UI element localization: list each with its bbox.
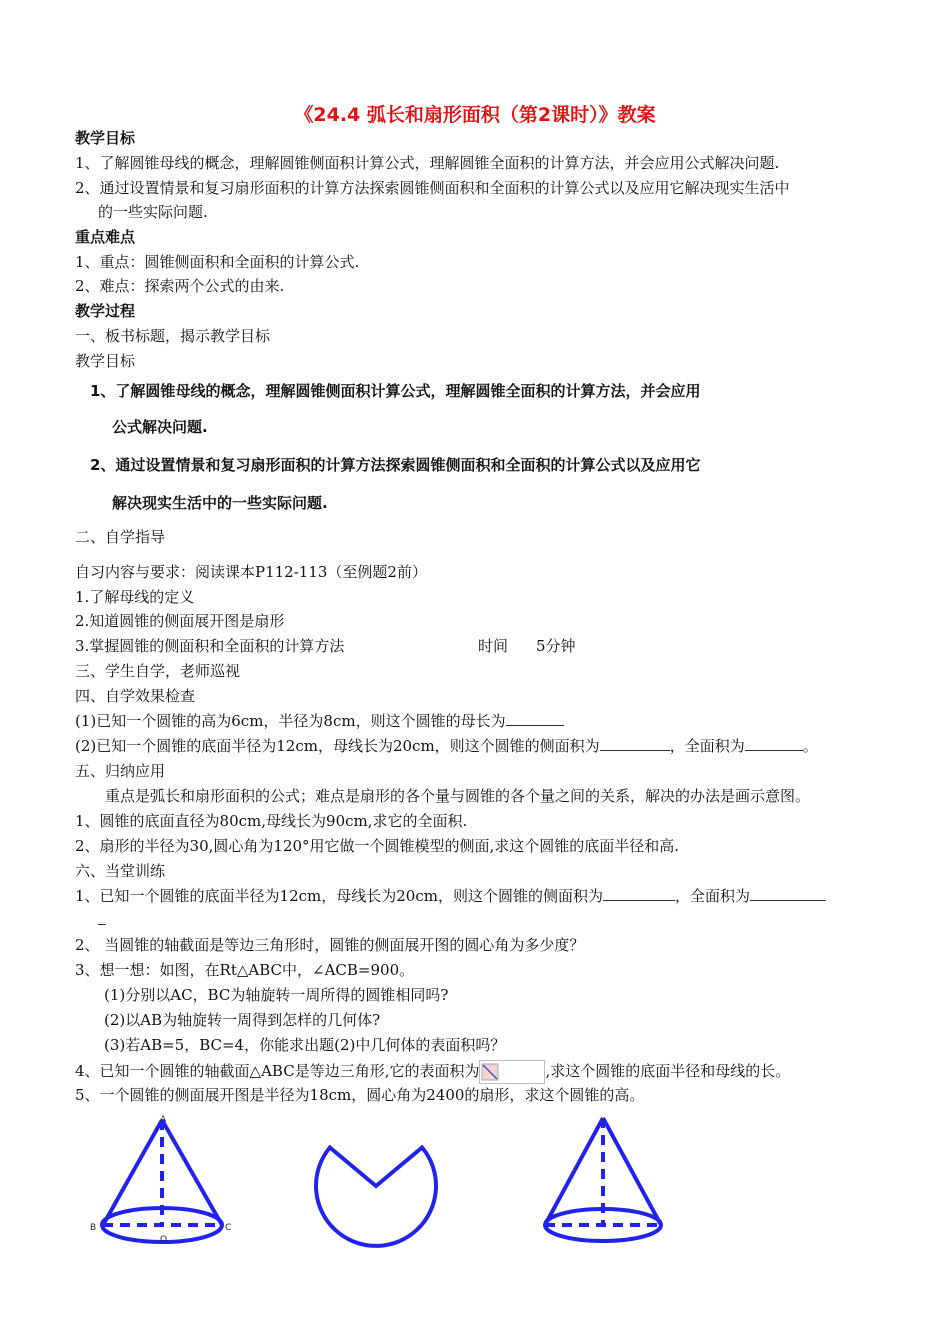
- answer-blank: [750, 886, 826, 901]
- answer-blank-continuation: [98, 912, 106, 925]
- cone-figures: [0, 1110, 950, 1260]
- answer-blank: [600, 736, 670, 751]
- time-value: 5分钟: [536, 637, 576, 655]
- sector-figure: [316, 1148, 436, 1246]
- answer-blank: [745, 736, 803, 751]
- check-question-1: [75, 711, 564, 731]
- check-question-2-end: 。: [802, 737, 818, 755]
- check-question-1-text: (1)已知一个圆锥的高为6cm，半径为8cm，则这个圆锥的母长为: [75, 712, 506, 730]
- objective-2-line-1: 2、通过设置情景和复习扇形面积的计算方法探索圆锥侧面积和全面积的计算公式以及应用它解决现实生活中: [75, 179, 790, 197]
- section-1: 一、板书标题，揭示教学目标: [75, 327, 271, 345]
- check-question-2: [75, 736, 818, 756]
- keypoint-1: 1、重点：圆锥侧面积和全面积的计算公式.: [75, 253, 360, 271]
- goal-1-line-2: 公式解决问题.: [112, 418, 208, 436]
- training-2: 2、 当圆锥的轴截面是等边三角形时，圆锥的侧面展开图的圆心角为多少度？: [75, 936, 585, 954]
- requirement-3: 3.掌握圆锥的侧面积和全面积的计算方法: [75, 637, 345, 655]
- training-1-text-b: ，全面积为: [674, 887, 750, 905]
- training-3-3: (3)若AB=5，BC=4，你能求出题(2)中几何体的表面积吗？: [104, 1036, 506, 1054]
- section-1-sub: 教学目标: [75, 352, 136, 370]
- training-4-text: 4、已知一个圆锥的轴截面△ABC是等边三角形,它的表面积为: [75, 1062, 480, 1080]
- check-question-2-text: (2)已知一个圆锥的底面半径为12cm，母线长为20cm，则这个圆锥的侧面积为: [75, 737, 600, 755]
- goal-1-line-1: 1、了解圆锥母线的概念，理解圆锥侧面积计算公式，理解圆锥全面积的计算方法，并会应用: [90, 382, 701, 400]
- requirement-1: 1.了解母线的定义: [75, 588, 195, 606]
- document-title: 《24.4 弧长和扇形面积（第2课时）》教案: [294, 104, 656, 126]
- training-3-1: (1)分别以AC，BC为轴旋转一周所得的圆锥相同吗?: [104, 986, 449, 1004]
- label-o: O: [160, 1235, 168, 1245]
- application-1: 1、圆锥的底面直径为80cm,母线长为90cm,求它的全面积.: [75, 812, 468, 830]
- cone-figure-1: [102, 1120, 222, 1242]
- cone-figure-2: [545, 1118, 661, 1241]
- goal-2-line-1: 2、通过设置情景和复习扇形面积的计算方法探索圆锥侧面积和全面积的计算公式以及应用它: [90, 456, 701, 474]
- self-study-requirement: 自习内容与要求：阅读课本P112-113（至例题2前）: [75, 563, 427, 581]
- training-3: 3、想一想：如图，在Rt△ABC中，∠ACB=900。: [75, 961, 415, 979]
- objectives-heading: 教学目标: [75, 129, 136, 147]
- keypoint-2: 2、难点：探索两个公式的由来.: [75, 277, 285, 295]
- answer-blank: [603, 886, 675, 901]
- objective-2-line-2: 的一些实际问题.: [98, 203, 208, 221]
- time-label: 时间: [478, 637, 509, 655]
- section-5: 五、归纳应用: [75, 762, 166, 780]
- process-heading: 教学过程: [75, 302, 136, 320]
- application-2: 2、扇形的半径为30,圆心角为120°用它做一个圆锥模型的侧面,求这个圆锥的底面半径和高.: [75, 837, 680, 855]
- training-3-2: (2)以AB为轴旋转一周得到怎样的几何体?: [104, 1011, 381, 1029]
- training-1-text: 1、已知一个圆锥的底面半径为12cm，母线长为20cm，则这个圆锥的侧面积为: [75, 887, 603, 905]
- section-3: 三、学生自学，老师巡视: [75, 662, 241, 680]
- training-1: [75, 886, 826, 906]
- label-b: B: [90, 1223, 97, 1233]
- keypoints-heading: 重点难点: [75, 228, 136, 246]
- answer-blank: [506, 711, 564, 726]
- label-a: A: [160, 1115, 167, 1125]
- training-4: [75, 1060, 790, 1084]
- section-5-text: 重点是弧长和扇形面积的公式；难点是扇形的各个量与圆锥的各个量之间的关系，解决的办法是画示意图。: [105, 787, 811, 805]
- section-2: 二、自学指导: [75, 528, 166, 546]
- section-4: 四、自学效果检查: [75, 687, 196, 705]
- training-5: 5、一个圆锥的侧面展开图是半径为18cm，圆心角为2400的扇形，求这个圆锥的高。: [75, 1086, 645, 1104]
- section-6: 六、当堂训练: [75, 862, 166, 880]
- check-question-2-text-b: ，全面积为: [669, 737, 745, 755]
- goal-2-line-2: 解决现实生活中的一些实际问题.: [112, 494, 328, 512]
- requirement-2: 2.知道圆锥的侧面展开图是扇形: [75, 612, 285, 630]
- training-4-text-b: ,求这个圆锥的底面半径和母线的长。: [545, 1062, 791, 1080]
- label-c: C: [225, 1223, 232, 1233]
- formula-image: [479, 1060, 545, 1084]
- objective-1: 1、了解圆锥母线的概念，理解圆锥侧面积计算公式，理解圆锥全面积的计算方法，并会应用公式解决问题.: [75, 154, 780, 172]
